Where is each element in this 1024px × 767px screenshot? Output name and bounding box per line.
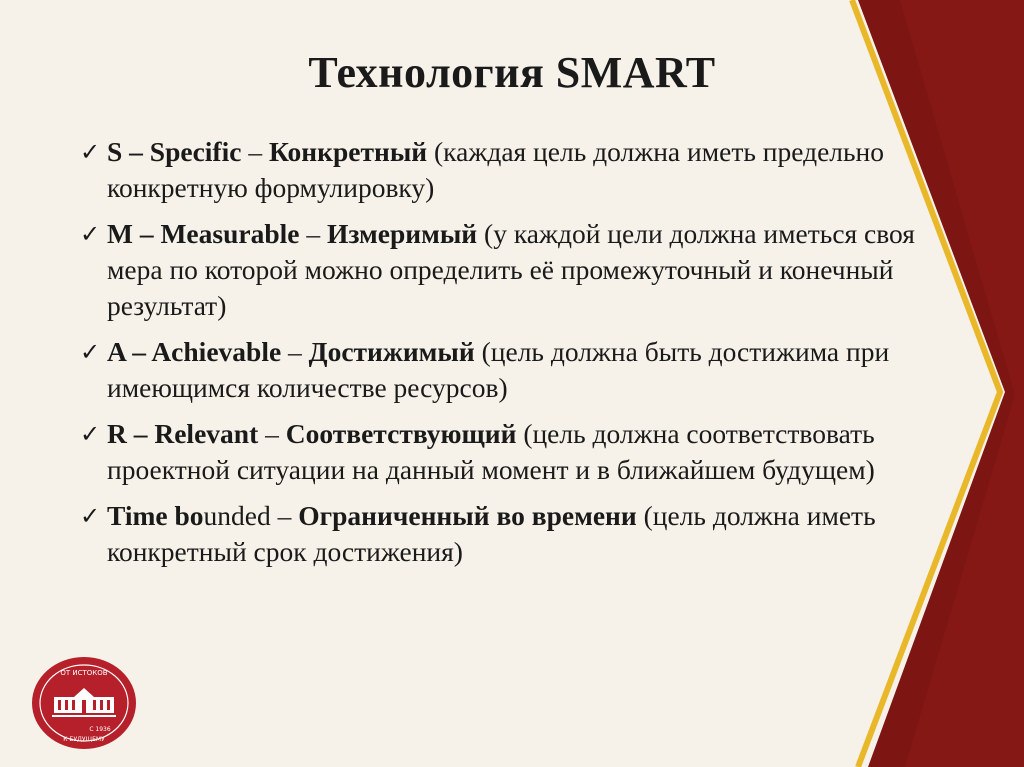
- criterion-translation: Соответствующий: [285, 418, 517, 449]
- checkmark-icon: ✓: [80, 220, 101, 248]
- list-item-measurable: [80, 216, 940, 324]
- criterion-name: S – Specific: [107, 136, 242, 167]
- criterion-name: Time bo: [107, 500, 204, 531]
- slide-title: Технология SMART: [308, 48, 716, 97]
- smart-criteria-list: [80, 134, 940, 580]
- criterion-description: (каждая цель должна иметь предельно конкретную формулировку): [107, 136, 885, 203]
- criterion-name: A – Achievable: [107, 336, 282, 367]
- criterion-name: M – Measurable: [107, 218, 300, 249]
- criterion-description: (цель должна иметь конкретный срок достижения): [107, 500, 876, 567]
- separator: –: [241, 136, 269, 167]
- criterion-description: (у каждой цели должна иметься своя мера по которой можно определить её промежуточный и конечный результат): [107, 218, 915, 321]
- separator: –: [258, 418, 286, 449]
- criterion-translation: Конкретный: [268, 136, 428, 167]
- criterion-translation: Ограниченный во времени: [298, 500, 637, 531]
- list-item-time-bounded: [80, 498, 940, 570]
- university-seal-logo: [30, 655, 138, 751]
- list-item-achievable: [80, 334, 940, 406]
- list-item-relevant: [80, 416, 940, 488]
- svg-text:С 1936: С 1936: [89, 726, 111, 733]
- criterion-name-rest: unded: [203, 500, 271, 531]
- criterion-description: (цель должна быть достижима при имеющимся количестве ресурсов): [107, 336, 890, 403]
- separator: –: [270, 500, 299, 531]
- checkmark-icon: ✓: [80, 338, 101, 366]
- checkmark-icon: ✓: [80, 138, 101, 166]
- separator: –: [281, 336, 309, 367]
- list-item-specific: [80, 134, 940, 206]
- svg-text:ОТ ИСТОКОВ: ОТ ИСТОКОВ: [60, 669, 108, 677]
- criterion-translation: Измеримый: [326, 218, 478, 249]
- checkmark-icon: ✓: [80, 420, 101, 448]
- criterion-translation: Достижимый: [308, 336, 475, 367]
- svg-text:К БУДУЩЕМУ: К БУДУЩЕМУ: [63, 736, 105, 743]
- separator: –: [299, 218, 327, 249]
- criterion-name: R – Relevant: [107, 418, 259, 449]
- criterion-description: (цель должна соответствовать проектной ситуации на данный момент и в ближайшем будущем): [107, 418, 875, 485]
- checkmark-icon: ✓: [80, 502, 101, 530]
